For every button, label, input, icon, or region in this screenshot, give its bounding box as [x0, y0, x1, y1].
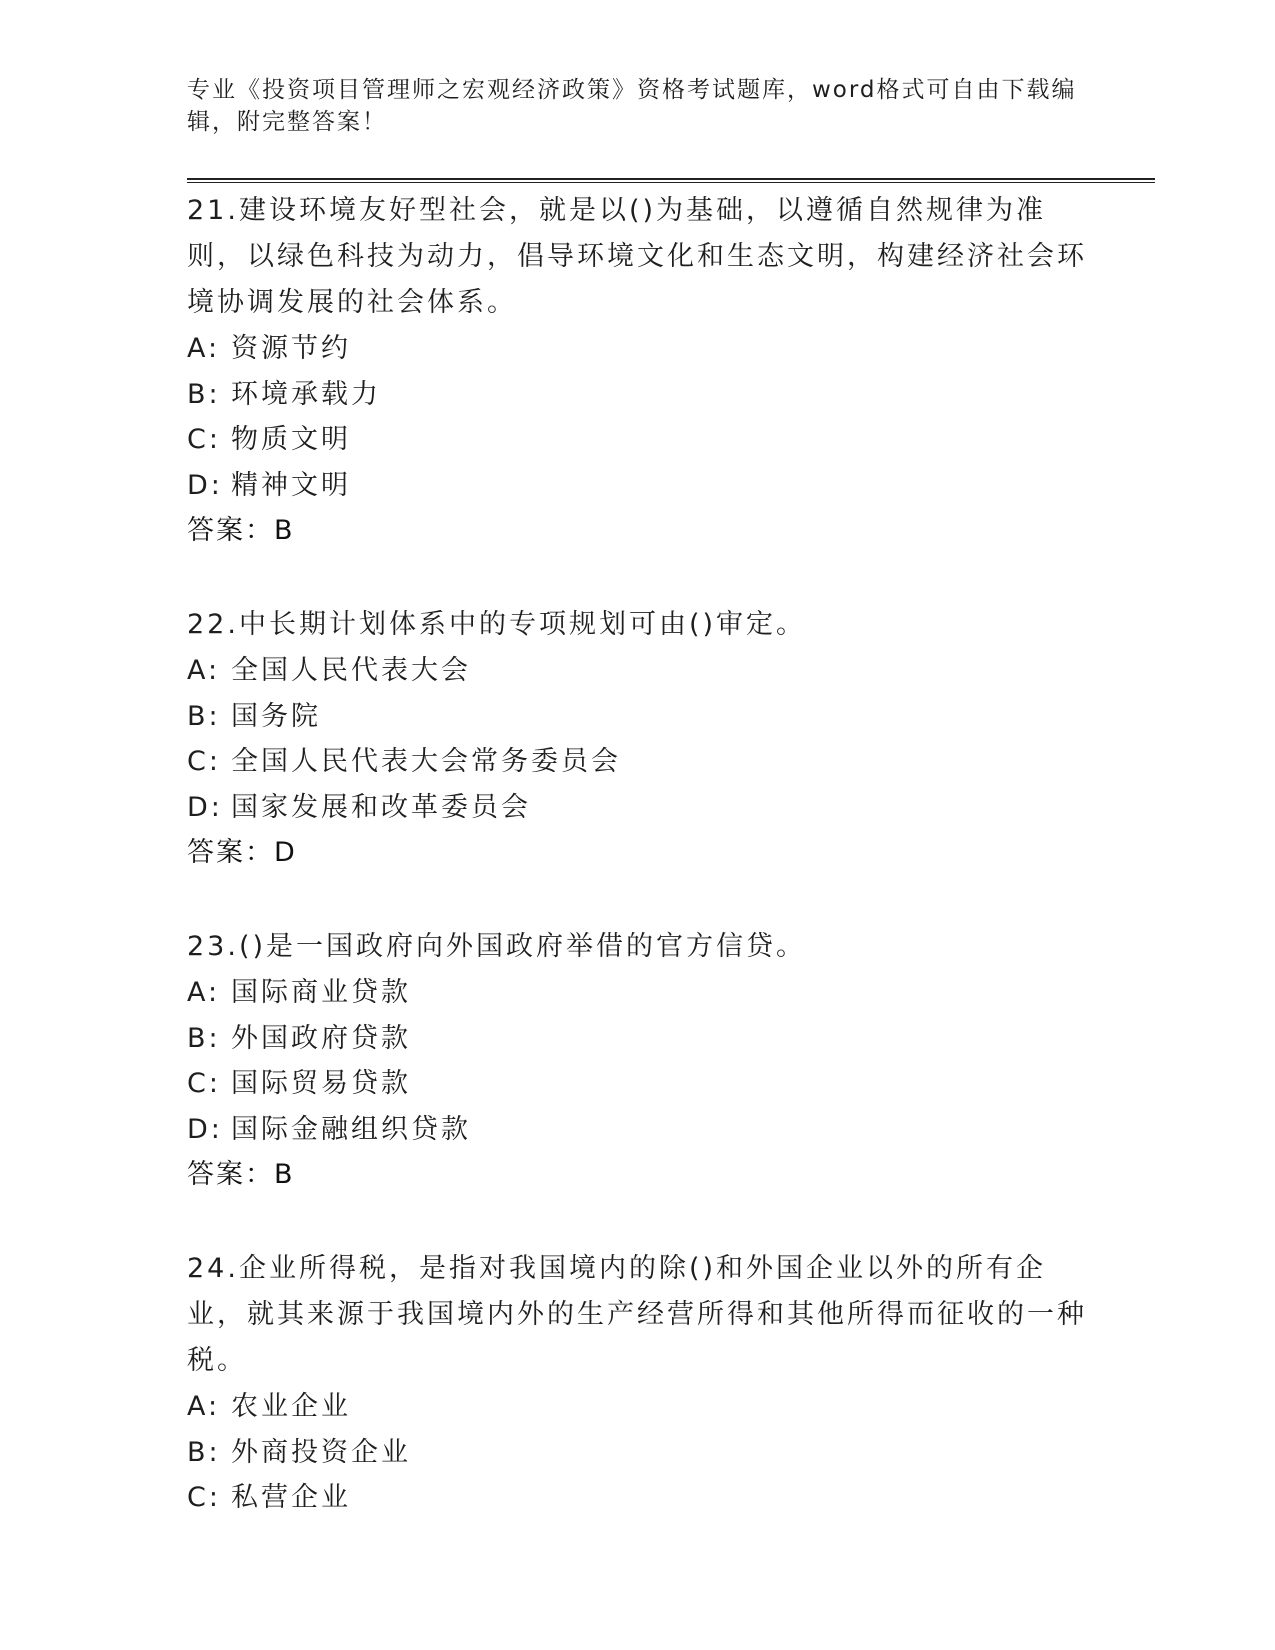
- question-text: 24.企业所得税，是指对我国境内的除()和外国企业以外的所有企业，就其来源于我国境内外的生产经营所得和其他所得而征收的一种税。: [187, 1253, 1087, 1376]
- answer-label: 答案：: [187, 1159, 274, 1190]
- answer-label: 答案：: [187, 515, 274, 546]
- answer-value: B: [274, 515, 295, 546]
- option-text: 全国人民代表大会常务委员会: [231, 746, 621, 777]
- option-b: [187, 694, 1087, 740]
- option-c: [187, 1061, 1087, 1107]
- option-text: 外国政府贷款: [231, 1022, 411, 1054]
- option-key: C:: [187, 424, 221, 455]
- option-text: 私营企业: [231, 1482, 351, 1513]
- answer-line: [187, 830, 1087, 876]
- option-key: C:: [187, 1482, 221, 1513]
- option-d: [187, 1107, 1087, 1153]
- option-key: D:: [187, 1113, 223, 1145]
- option-text: 农业企业: [231, 1391, 351, 1422]
- option-key: A:: [187, 977, 221, 1008]
- option-a: [187, 326, 1087, 372]
- option-key: C:: [187, 746, 221, 777]
- option-text: 国家发展和改革委员会: [231, 791, 531, 823]
- option-key: D:: [187, 791, 223, 823]
- option-key: A:: [187, 1391, 221, 1422]
- option-b: [187, 1430, 1087, 1476]
- option-text: 国务院: [231, 700, 321, 732]
- question-list: [187, 188, 1087, 1569]
- option-a: [187, 648, 1087, 694]
- option-key: A:: [187, 333, 221, 364]
- option-text: 全国人民代表大会: [231, 655, 471, 686]
- option-key: C:: [187, 1068, 221, 1099]
- option-d: [187, 785, 1087, 831]
- option-key: B:: [187, 378, 221, 410]
- option-text: 资源节约: [231, 333, 351, 364]
- option-text: 环境承载力: [231, 378, 381, 410]
- option-key: B:: [187, 1436, 221, 1468]
- answer-line: [187, 508, 1087, 554]
- option-key: B:: [187, 1022, 221, 1054]
- option-c: [187, 1475, 1087, 1521]
- option-text: 外商投资企业: [231, 1436, 411, 1468]
- question-text: 22.中长期计划体系中的专项规划可由()审定。: [187, 609, 807, 640]
- answer-label: 答案：: [187, 837, 274, 868]
- option-key: B:: [187, 700, 221, 732]
- option-key: A:: [187, 655, 221, 686]
- answer-value: B: [274, 1159, 295, 1190]
- question-23: [187, 924, 1087, 1198]
- option-d: [187, 463, 1087, 509]
- option-b: [187, 372, 1087, 418]
- option-text: 物质文明: [231, 424, 351, 455]
- option-a: [187, 1384, 1087, 1430]
- question-text: 21.建设环境友好型社会，就是以()为基础，以遵循自然规律为准则，以绿色科技为动力，倡导环境文化和生态文明，构建经济社会环境协调发展的社会体系。: [187, 195, 1087, 318]
- option-text: 精神文明: [231, 469, 351, 501]
- option-c: [187, 417, 1087, 463]
- option-text: 国际金融组织贷款: [231, 1113, 471, 1145]
- header-divider: [187, 178, 1155, 183]
- option-a: [187, 970, 1087, 1016]
- option-text: 国际商业贷款: [231, 977, 411, 1008]
- question-text: 23.()是一国政府向外国政府举借的官方信贷。: [187, 931, 807, 962]
- question-24: [187, 1246, 1087, 1521]
- question-21: [187, 188, 1087, 554]
- answer-value: D: [274, 837, 297, 868]
- option-key: D:: [187, 469, 223, 501]
- option-c: [187, 739, 1087, 785]
- question-22: [187, 602, 1087, 876]
- document-header: 专业《投资项目管理师之宏观经济政策》资格考试题库，word格式可自由下载编辑，附完整答案！: [187, 77, 1077, 135]
- option-text: 国际贸易贷款: [231, 1068, 411, 1099]
- answer-line: [187, 1152, 1087, 1198]
- option-b: [187, 1016, 1087, 1062]
